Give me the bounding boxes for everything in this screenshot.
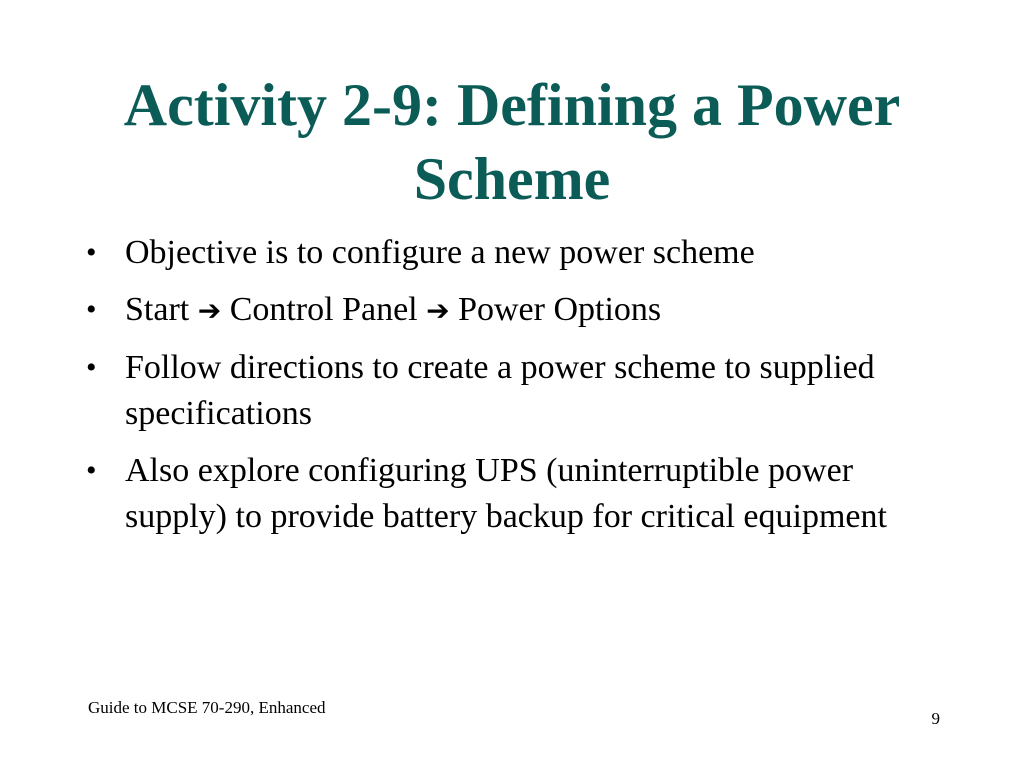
right-arrow-icon: ➔: [426, 294, 450, 327]
bullet-text: Also explore configuring UPS (uninterruptible power supply) to provide battery backup for critical equipment: [125, 452, 887, 535]
page-number: 9: [931, 709, 940, 728]
bullet-dot-icon: •: [86, 236, 97, 269]
slide-title: Activity 2-9: Defining a Power Scheme: [123, 72, 901, 212]
bullet-dot-icon: •: [86, 293, 97, 326]
bullet-item: [86, 345, 926, 437]
footer-text: Guide to MCSE 70-290, Enhanced: [88, 698, 326, 717]
bullet-item: [86, 230, 926, 276]
path-step-power-options: Power Options: [458, 291, 662, 328]
bullet-item: [86, 287, 926, 334]
path-step-control-panel: Control Panel: [229, 291, 418, 328]
bullet-text: Follow directions to create a power scheme to supplied specifications: [125, 349, 875, 432]
bullet-list: [86, 230, 926, 551]
path-step-start: Start: [125, 291, 190, 328]
bullet-dot-icon: •: [86, 351, 97, 384]
bullet-item: [86, 448, 926, 540]
right-arrow-icon: ➔: [197, 294, 222, 327]
bullet-dot-icon: •: [86, 454, 97, 487]
bullet-text: Objective is to configure a new power scheme: [125, 234, 755, 271]
